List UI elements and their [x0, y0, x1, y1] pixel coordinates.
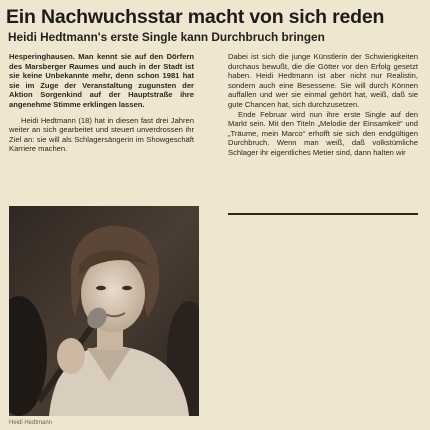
headline: Ein Nachwuchsstar macht von sich reden — [6, 6, 385, 28]
photo-caption: Heidi Hedtmann — [9, 420, 53, 426]
singer-photo-illustration — [9, 206, 199, 416]
left-column — [9, 52, 194, 154]
subheadline: Heidi Hedtmann's erste Single kann Durchbruch bringen — [8, 30, 325, 44]
column-divider-rule — [228, 213, 418, 215]
right-body-paragraph-1: Dabei ist sich die junge Künstlerin der Schwierigkeiten durchaus bewußt, die die Götter vor den Erfolg gesetzt haben. Heidi Hedtmann ist aber nicht nur Realistin, sondern auch eine Besessene. Sie will durch Können auffallen und wer sie einmal gehört hat, weiß, daß sie gute Chancen hat, sich durchzusetzen. — [228, 52, 418, 109]
left-body-paragraph: Heidi Hedtmann (18) hat in diesen fast drei Jahren weiter an sich gearbeitet und steuert unverdrossen ihr Ziel an: sie will als Schlagersängerin im Showgeschäft Karriere machen. — [9, 115, 194, 154]
right-column — [228, 52, 418, 158]
right-body-paragraph-2: Ende Februar wird nun ihre erste Single auf den Markt sein. Mit den Titeln „Melodie der Einsamkeit“ und „Träume, mein Marco“ erhofft sie sich den endgültigen Durchbruch. Wenn man weiß, daß volkstümliche Schlager ihr eigentliches Metier sind, dann halten wir — [228, 109, 418, 157]
lead-paragraph: Hesperinghausen. Man kennt sie auf den Dörfern des Marsberger Raumes und auch in der Stadt ist sie keine Unbekannte mehr, denn schon 1981 hat sie im Zuge der Veranstaltung zugunsten der Aktion Sorgenkind auf der Hauptstraße ihre angenehme Stimme erklingen lassen. — [9, 52, 194, 109]
singer-photo — [9, 206, 199, 416]
